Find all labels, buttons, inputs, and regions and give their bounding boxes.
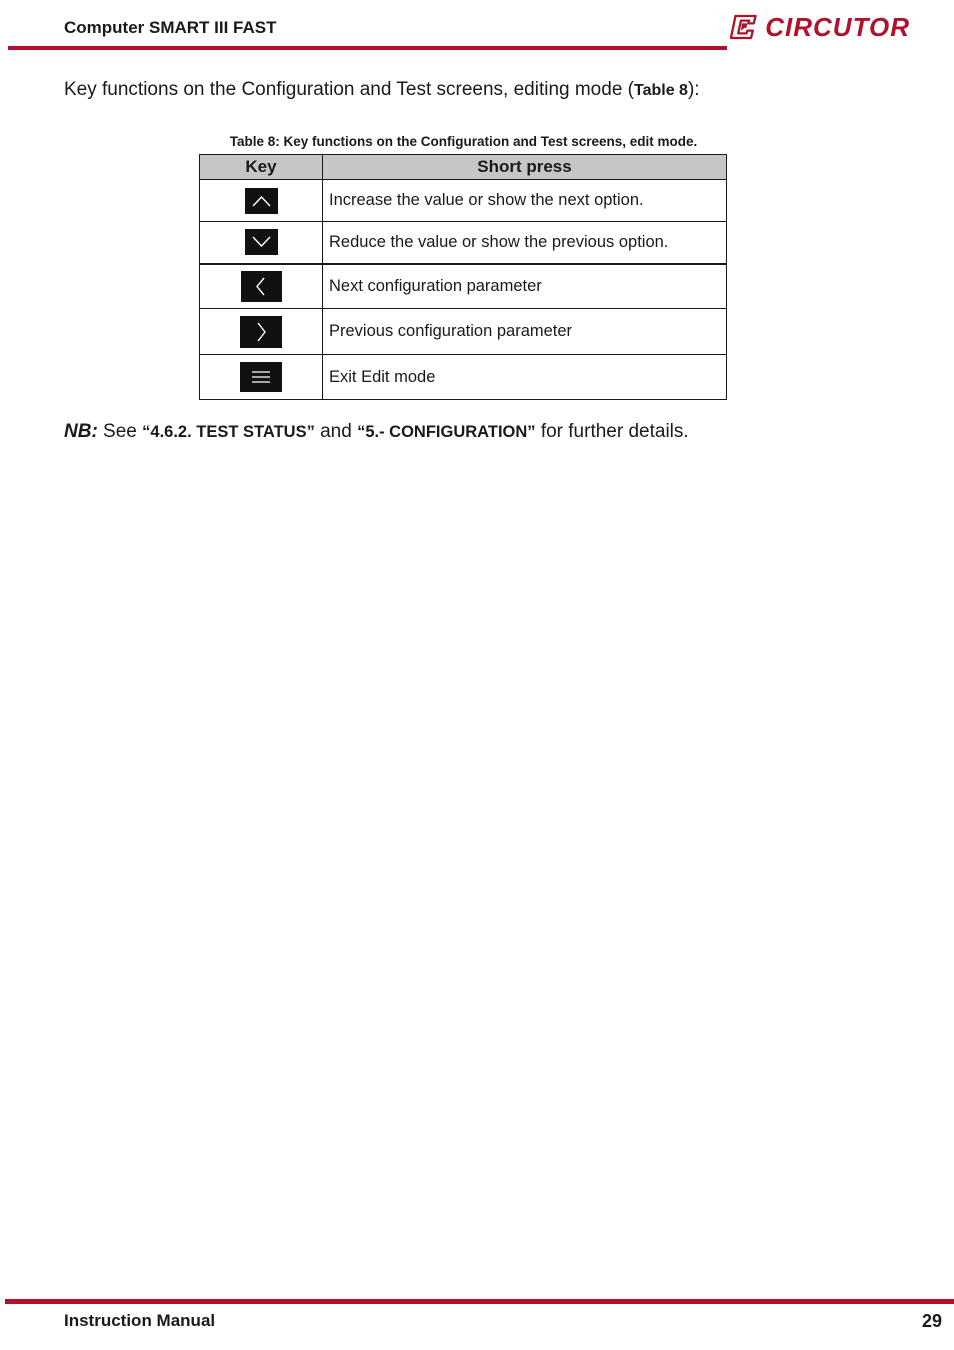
- page-number: 29: [921, 1311, 942, 1331]
- row-description: Previous configuration parameter: [323, 309, 727, 355]
- footer-title: Instruction Manual: [64, 1311, 216, 1330]
- intro-text: Key functions on the Configuration and Test screens, editing mode (: [64, 79, 634, 100]
- circutor-logo: [730, 8, 910, 46]
- note-tail: for further details.: [535, 421, 689, 442]
- circutor-logo-icon: [730, 11, 759, 43]
- row-description: Reduce the value or show the previous option.: [323, 222, 727, 264]
- note-paragraph: [64, 421, 689, 443]
- table-row: [200, 355, 727, 400]
- header-key: Key: [200, 155, 323, 180]
- row-description: Exit Edit mode: [323, 355, 727, 400]
- down-arrow-key-icon: [245, 229, 278, 255]
- footer-rule: [5, 1299, 954, 1304]
- document-title: Computer SMART III FAST: [64, 18, 277, 37]
- row-description: Next configuration parameter: [323, 264, 727, 309]
- intro-suffix: ):: [687, 79, 700, 100]
- key-functions-table: [199, 154, 727, 400]
- up-arrow-key-icon: [245, 188, 278, 214]
- note-reference-test-status: “4.6.2. TEST STATUS”: [142, 423, 315, 441]
- table-caption: Table 8: Key functions on the Configuration and Test screens, edit mode.: [229, 134, 698, 149]
- table-header-row: [200, 155, 727, 180]
- note-label: NB:: [64, 421, 98, 442]
- right-arrow-key-icon: [240, 316, 282, 348]
- table-row: [200, 222, 727, 264]
- menu-key-icon: [240, 362, 282, 392]
- table-row: [200, 309, 727, 355]
- row-description: Increase the value or show the next option.: [323, 180, 727, 222]
- table-row: [200, 264, 727, 309]
- intro-paragraph: [64, 79, 700, 101]
- left-arrow-key-icon: [241, 271, 282, 302]
- table-row: [200, 180, 727, 222]
- note-and: and: [314, 421, 358, 442]
- note-see: See: [97, 421, 143, 442]
- note-reference-configuration: “5.- CONFIGURATION”: [357, 423, 536, 441]
- table-reference: Table 8: [634, 82, 688, 99]
- header-short-press: Short press: [323, 155, 727, 180]
- header-rule: [8, 46, 727, 50]
- brand-name: CIRCUTOR: [765, 11, 910, 42]
